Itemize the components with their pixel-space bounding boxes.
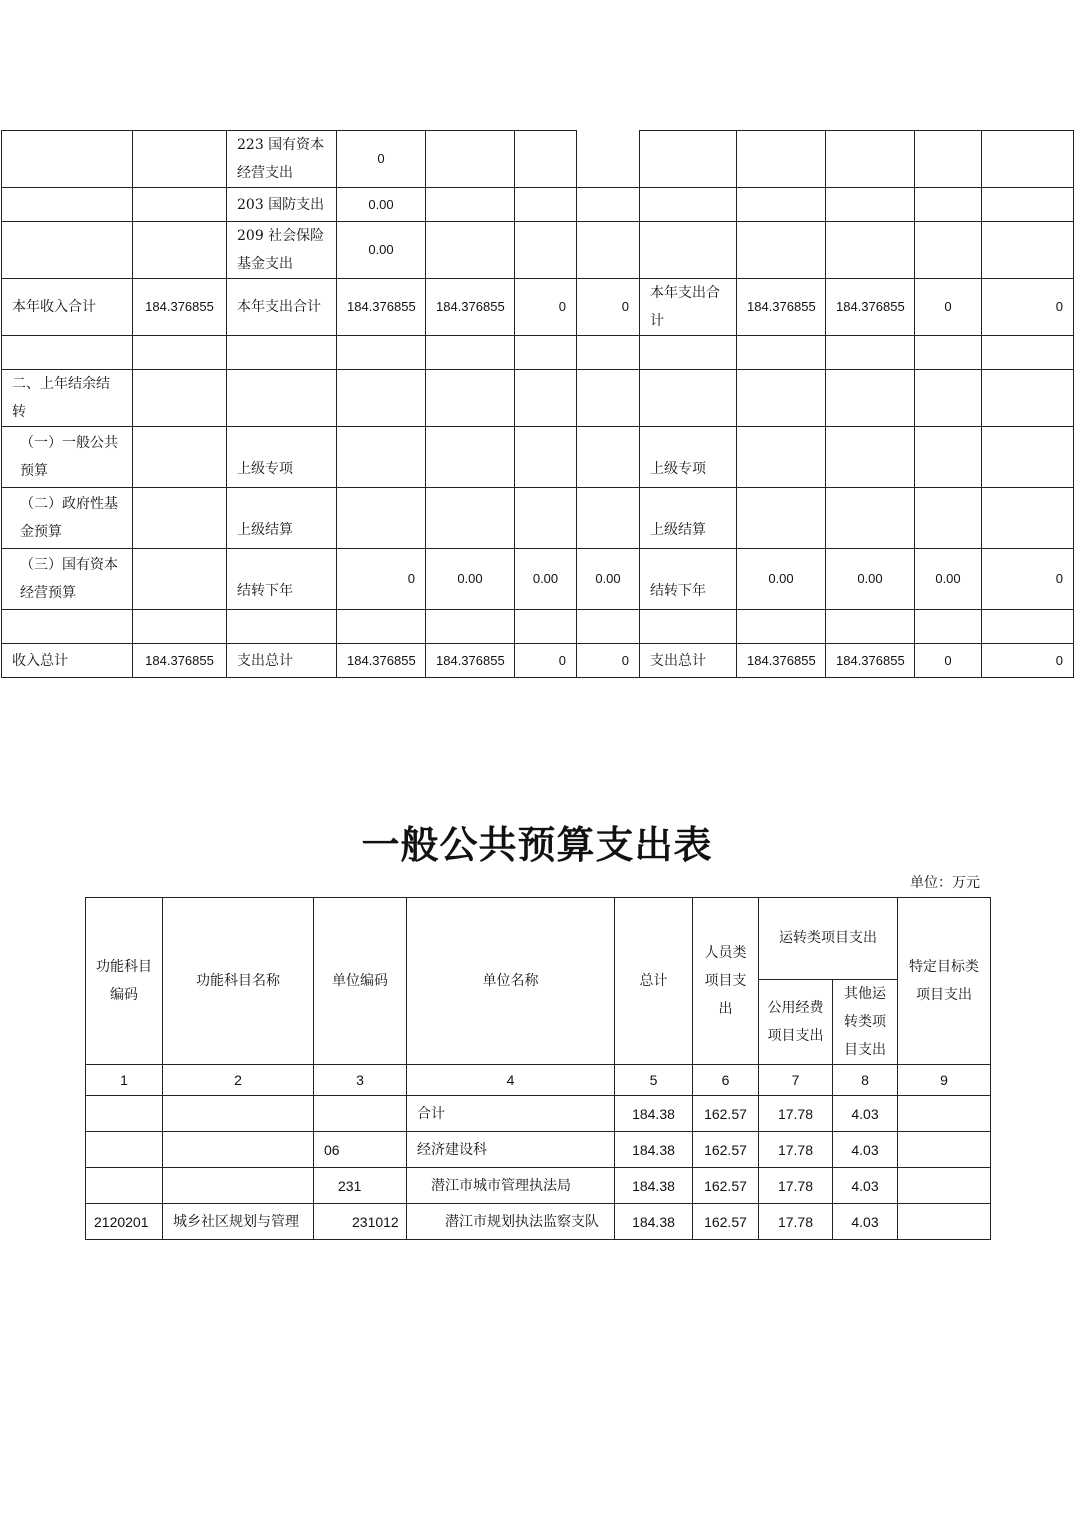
cell-label: 223 国有资本经营支出 xyxy=(227,131,337,188)
public-fee-cell: 17.78 xyxy=(759,1204,833,1240)
cell-label: 支出总计 xyxy=(227,644,337,678)
header-row xyxy=(86,898,991,980)
cell-value: 184.376855 xyxy=(737,644,826,678)
unit-code-cell xyxy=(314,1096,407,1132)
page-title: 一般公共预算支出表 xyxy=(361,823,713,867)
header-unit-code: 单位编码 xyxy=(314,898,407,1065)
cell-label: 结转下年 xyxy=(227,549,337,610)
personnel-cell: 162.57 xyxy=(693,1096,759,1132)
cell-label: 上级专项 xyxy=(227,427,337,488)
public-fee-cell: 17.78 xyxy=(759,1096,833,1132)
unit-label: 单位：万元 xyxy=(910,875,980,891)
cell-label: （一）一般公共预算 xyxy=(2,427,133,488)
cell-value: 184.376855 xyxy=(826,644,915,678)
header-other-operation: 其他运转类项目支出 xyxy=(833,980,898,1065)
cell-value: 184.376855 xyxy=(133,279,227,336)
cell-value: 0 xyxy=(515,644,577,678)
cell-label: （三）国有资本经营预算 xyxy=(2,549,133,610)
table-row xyxy=(86,1168,991,1204)
unit-name-cell: 潜江市城市管理执法局 xyxy=(407,1168,615,1204)
cell-value: 184.376855 xyxy=(133,644,227,678)
cell-value: 0.00 xyxy=(426,549,515,610)
func-code-cell: 2120201 xyxy=(86,1204,163,1240)
func-name-cell xyxy=(163,1132,314,1168)
special-cell xyxy=(898,1132,991,1168)
cell-label: 上级结算 xyxy=(640,488,737,549)
cell-value: 184.376855 xyxy=(826,279,915,336)
table-row xyxy=(2,370,1074,427)
cell-value: 0 xyxy=(982,549,1074,610)
header-special: 特定目标类项目支出 xyxy=(898,898,991,1065)
income-expense-summary-table xyxy=(1,130,1074,678)
cell-value: 0 xyxy=(577,644,640,678)
func-code-cell xyxy=(86,1096,163,1132)
func-code-cell xyxy=(86,1132,163,1168)
column-index: 5 xyxy=(615,1065,693,1096)
other-operation-cell: 4.03 xyxy=(833,1096,898,1132)
cell-label: 上级结算 xyxy=(227,488,337,549)
unit-name-cell: 合计 xyxy=(407,1096,615,1132)
total-cell: 184.38 xyxy=(615,1132,693,1168)
cell-value: 184.376855 xyxy=(426,279,515,336)
unit-code-cell: 231 xyxy=(314,1168,407,1204)
public-fee-cell: 17.78 xyxy=(759,1168,833,1204)
column-index: 6 xyxy=(693,1065,759,1096)
column-index: 2 xyxy=(163,1065,314,1096)
cell-value: 0 xyxy=(982,644,1074,678)
table-row xyxy=(2,336,1074,370)
index-row xyxy=(86,1065,991,1096)
cell-value: 0.00 xyxy=(337,222,426,279)
table-row xyxy=(86,1096,991,1132)
cell-label: 收入总计 xyxy=(2,644,133,678)
personnel-cell: 162.57 xyxy=(693,1204,759,1240)
special-cell xyxy=(898,1168,991,1204)
table-row xyxy=(2,222,1074,279)
cell-label: 209 社会保险基金支出 xyxy=(227,222,337,279)
header-unit-name: 单位名称 xyxy=(407,898,615,1065)
func-name-cell: 城乡社区规划与管理 xyxy=(163,1204,314,1240)
total-cell: 184.38 xyxy=(615,1096,693,1132)
cell-label: 本年支出合计 xyxy=(227,279,337,336)
total-cell: 184.38 xyxy=(615,1204,693,1240)
cell-value: 0 xyxy=(337,131,426,188)
table-row xyxy=(2,488,1074,549)
cell-label: 二、上年结余结转 xyxy=(2,370,133,427)
cell-value: 184.376855 xyxy=(426,644,515,678)
column-index: 9 xyxy=(898,1065,991,1096)
cell-value: 0.00 xyxy=(737,549,826,610)
cell-label: 支出总计 xyxy=(640,644,737,678)
column-index: 3 xyxy=(314,1065,407,1096)
table-row xyxy=(86,1132,991,1168)
personnel-cell: 162.57 xyxy=(693,1132,759,1168)
special-cell xyxy=(898,1204,991,1240)
cell-value: 184.376855 xyxy=(737,279,826,336)
cell-label: （二）政府性基金预算 xyxy=(2,488,133,549)
cell-value: 184.376855 xyxy=(337,644,426,678)
header-public-fee: 公用经费项目支出 xyxy=(759,980,833,1065)
table-row xyxy=(2,279,1074,336)
header-operation: 运转类项目支出 xyxy=(759,898,898,980)
cell-value: 0.00 xyxy=(577,549,640,610)
cell-label: 本年收入合计 xyxy=(2,279,133,336)
total-cell: 184.38 xyxy=(615,1168,693,1204)
cell-label: 结转下年 xyxy=(640,549,737,610)
cell-label: 203 国防支出 xyxy=(227,188,337,222)
special-cell xyxy=(898,1096,991,1132)
cell-value: 0 xyxy=(337,549,426,610)
unit-code-cell: 231012 xyxy=(314,1204,407,1240)
unit-name-cell: 经济建设科 xyxy=(407,1132,615,1168)
header-func-code: 功能科目编码 xyxy=(86,898,163,1065)
cell-value: 0.00 xyxy=(826,549,915,610)
other-operation-cell: 4.03 xyxy=(833,1168,898,1204)
table-row xyxy=(2,610,1074,644)
cell-value: 0.00 xyxy=(515,549,577,610)
header-func-name: 功能科目名称 xyxy=(163,898,314,1065)
cell-value: 0 xyxy=(577,279,640,336)
cell-value: 0 xyxy=(982,279,1074,336)
table-row xyxy=(2,427,1074,488)
table-row xyxy=(2,188,1074,222)
column-index: 4 xyxy=(407,1065,615,1096)
column-index: 1 xyxy=(86,1065,163,1096)
cell-label: 上级专项 xyxy=(640,427,737,488)
table-row xyxy=(2,131,1074,188)
func-name-cell xyxy=(163,1096,314,1132)
general-budget-expense-table xyxy=(85,897,991,1240)
table-row xyxy=(2,644,1074,678)
personnel-cell: 162.57 xyxy=(693,1168,759,1204)
table-row xyxy=(2,549,1074,610)
column-index: 8 xyxy=(833,1065,898,1096)
public-fee-cell: 17.78 xyxy=(759,1132,833,1168)
cell-value: 0.00 xyxy=(337,188,426,222)
other-operation-cell: 4.03 xyxy=(833,1204,898,1240)
cell-value: 184.376855 xyxy=(337,279,426,336)
cell-label: 本年支出合计 xyxy=(640,279,737,336)
func-name-cell xyxy=(163,1168,314,1204)
header-total: 总计 xyxy=(615,898,693,1065)
func-code-cell xyxy=(86,1168,163,1204)
other-operation-cell: 4.03 xyxy=(833,1132,898,1168)
cell-value: 0 xyxy=(915,644,982,678)
cell-value: 0 xyxy=(515,279,577,336)
cell-value: 0.00 xyxy=(915,549,982,610)
unit-code-cell: 06 xyxy=(314,1132,407,1168)
column-index: 7 xyxy=(759,1065,833,1096)
unit-name-cell: 潜江市规划执法监察支队 xyxy=(407,1204,615,1240)
header-personnel: 人员类项目支出 xyxy=(693,898,759,1065)
cell-value: 0 xyxy=(915,279,982,336)
table-row xyxy=(86,1204,991,1240)
